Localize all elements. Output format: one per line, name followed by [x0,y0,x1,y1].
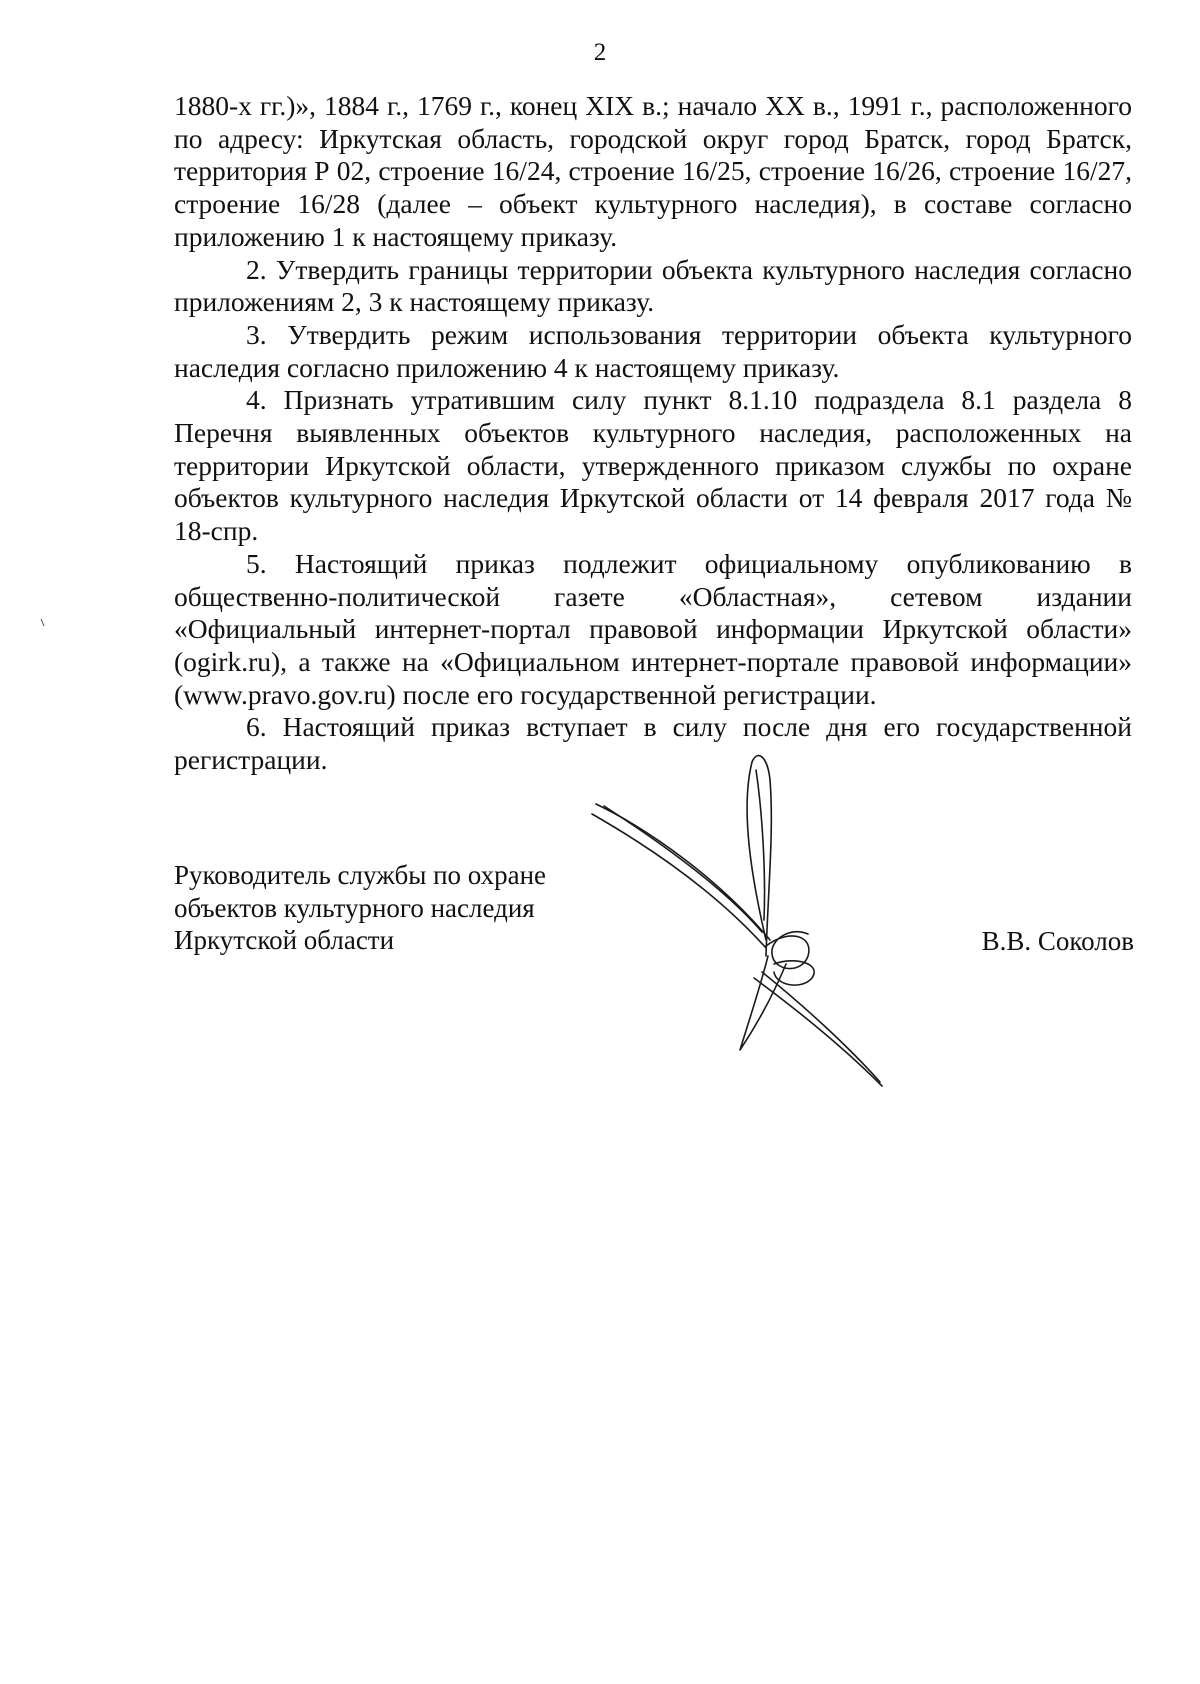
paragraph-item-2: 2. Утвердить границы территории объекта культурного наследия согласно приложениям 2, 3 к настоящему приказу. [174,253,1132,318]
signatory-position-line: объектов культурного наследия [174,892,535,923]
paragraph-continuation: 1880-х гг.)», 1884 г., 1769 г., конец XIX в.; начало XX в., 1991 г., расположенного по адресу: Иркутская область, городской округ город Братск, город Братск, территория Р 02, строение 16/24, строение 16/25, строение 16/26, строение 16/27, строение 16/28 (далее – объект культурного наследия), в составе согласно приложению 1 к настоящему приказу. [174,90,1132,252]
signatory-position [174,859,594,957]
paragraph-item-4: 4. Признать утратившим силу пункт 8.1.10 подраздела 8.1 раздела 8 Перечня выявленных объектов культурного наследия, расположенных на территории Иркутской области, утвержденного приказом службы по охране объектов культурного наследия Иркутской области от 14 февраля 2017 года № 18-спр. [174,384,1132,547]
page-number: 2 [593,39,607,66]
paragraph-item-5: 5. Настоящий приказ подлежит официальному опубликованию в общественно-политической газете «Областная», сетевом издании «Официальный интернет-портал правовой информации Иркутской области» (ogirk.ru), а также на «Официальном интернет-портале правовой информации» (www.pravo.gov.ru) после его государственной регистрации. [174,547,1132,710]
scan-speck [40,618,46,628]
order-body-text [174,90,1132,777]
signer-name: В.В. Соколов [981,926,1134,956]
signatory-position-line: Иркутской области [174,925,395,955]
handwritten-signature [590,750,950,1100]
paragraph-item-3: 3. Утвердить режим использования территории объекта культурного наследия согласно приложению 4 к настоящему приказу. [174,318,1132,383]
signatory-position-line: Руководитель службы по охране [174,860,547,890]
paragraph-item-6: 6. Настоящий приказ вступает в силу после дня его государственной регистрации. [174,711,1132,776]
